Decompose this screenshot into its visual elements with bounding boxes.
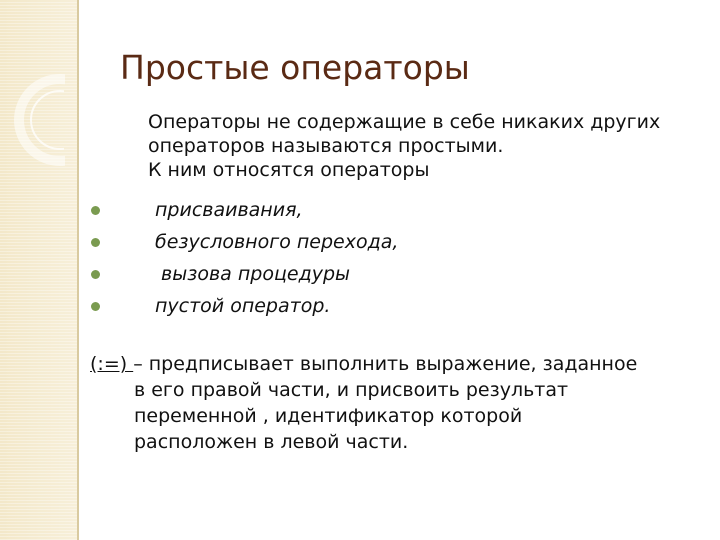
intro-line: К ним относятся операторы — [148, 159, 430, 181]
assignment-definition — [90, 351, 710, 455]
bullet-icon — [91, 206, 100, 215]
definition-line: переменной , идентификатор которой — [134, 405, 523, 427]
definition-line: расположен в левой части. — [134, 431, 409, 453]
intro-line: операторов называются простыми. — [148, 135, 504, 157]
slide-title: Простые операторы — [120, 48, 470, 87]
definition-text: – предписывает выполнить выражение, заданное — [133, 353, 638, 375]
list-item-text: вызова процедуры — [155, 263, 351, 285]
definition-line: в его правой части, и присвоить результат — [134, 379, 569, 401]
decorative-ring-inner — [30, 90, 90, 150]
assignment-operator: (:=) — [90, 353, 134, 375]
list-item — [91, 290, 331, 322]
list-item — [91, 258, 351, 290]
definition-line — [90, 351, 710, 377]
list-item-text: безусловного перехода, — [155, 231, 399, 253]
bullet-icon — [91, 238, 100, 247]
operator-types-list — [91, 194, 399, 322]
list-item-text: присваивания, — [155, 199, 303, 221]
intro-line: Операторы не содержащие в себе никаких других — [148, 111, 661, 133]
bullet-icon — [91, 302, 100, 311]
list-item — [91, 226, 399, 258]
list-item — [91, 194, 303, 226]
bullet-icon — [91, 270, 100, 279]
list-item-text: пустой оператор. — [155, 295, 331, 317]
intro-paragraph — [148, 110, 708, 182]
